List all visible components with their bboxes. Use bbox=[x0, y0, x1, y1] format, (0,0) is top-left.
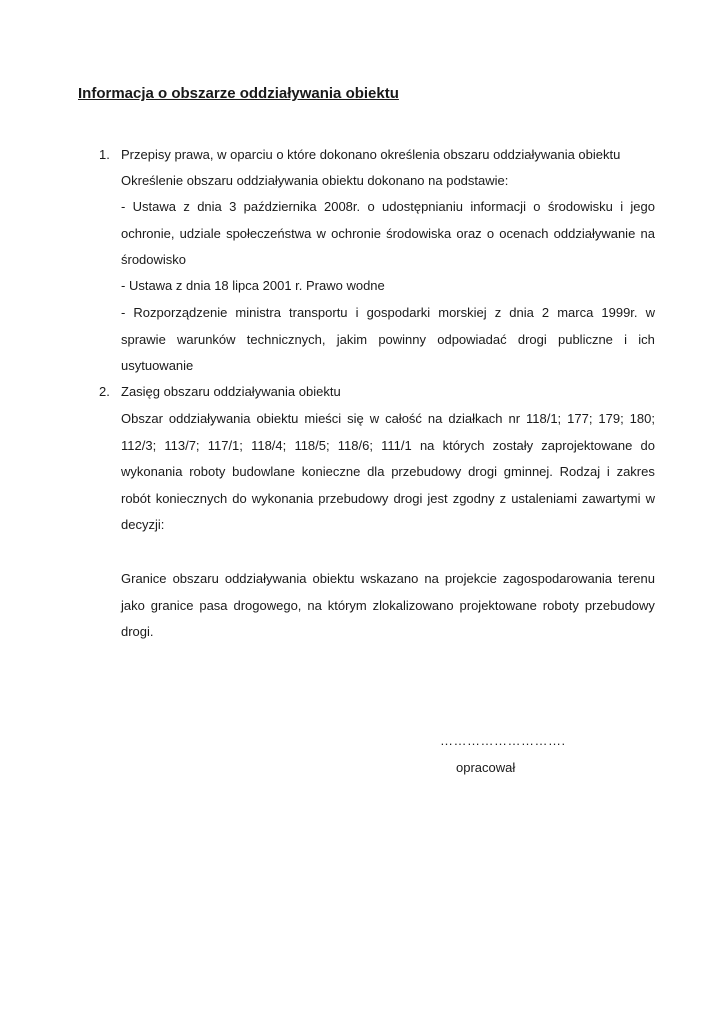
word: zakres bbox=[616, 464, 655, 479]
word: udostępnianiu bbox=[382, 199, 463, 214]
para-2-line-2-words bbox=[121, 598, 655, 614]
word: do bbox=[232, 491, 247, 506]
para-2-line-2 bbox=[121, 598, 655, 614]
para-1-line-4 bbox=[121, 491, 655, 507]
word: 118/5; bbox=[294, 438, 330, 453]
word: przebudowy bbox=[318, 491, 389, 506]
word: środowiska bbox=[386, 226, 452, 241]
word: wskazano bbox=[360, 571, 419, 586]
word: obiektu bbox=[256, 411, 299, 426]
word: przebudowy bbox=[584, 598, 655, 613]
word: 3 bbox=[229, 199, 237, 214]
word: oraz bbox=[456, 226, 482, 241]
law-3-line-2 bbox=[121, 332, 655, 348]
para-1-line-3-words bbox=[121, 464, 655, 480]
section-1-number: 1. bbox=[99, 147, 110, 162]
para-1-line-2 bbox=[121, 438, 655, 454]
word: środowisku bbox=[547, 199, 613, 214]
para-1-line-4-words bbox=[121, 491, 655, 507]
law-3-line-1-words bbox=[121, 305, 655, 321]
law-2: - Ustawa z dnia 18 lipca 2001 r. Prawo wodne bbox=[121, 278, 385, 293]
word: społeczeństwa bbox=[226, 226, 312, 241]
word: technicznych, bbox=[246, 332, 326, 347]
word: 180; bbox=[629, 411, 655, 426]
document-title: Informacja o obszarze oddziaływania obiektu bbox=[78, 85, 399, 102]
word: z bbox=[494, 305, 502, 320]
para-2-line-1-words bbox=[121, 571, 655, 587]
word: przebudowy bbox=[391, 464, 462, 479]
word: 118/4; bbox=[251, 438, 287, 453]
word: Granice bbox=[121, 571, 167, 586]
section-1-heading: Przepisy prawa, w oparciu o które dokonano określenia obszaru oddziaływania obiektu bbox=[121, 147, 621, 162]
word: 112/3; bbox=[121, 438, 157, 453]
law-1-line-1-text bbox=[121, 199, 655, 215]
word: powinny bbox=[378, 332, 427, 347]
word: do bbox=[640, 438, 655, 453]
para-1-line-1-words bbox=[121, 411, 655, 427]
word: zlokalizowano bbox=[372, 598, 454, 613]
word: całość bbox=[385, 411, 422, 426]
word: wykonania bbox=[251, 491, 314, 506]
word: ich bbox=[638, 332, 655, 347]
word: granice bbox=[150, 598, 194, 613]
word: transportu bbox=[289, 305, 348, 320]
word: na bbox=[427, 411, 443, 426]
word: odpowiadać bbox=[437, 332, 507, 347]
word: 1999r. bbox=[601, 305, 638, 320]
law-3-line-2-text bbox=[121, 332, 655, 348]
word: października bbox=[243, 199, 317, 214]
word: dnia bbox=[197, 199, 222, 214]
word: 177; bbox=[567, 411, 593, 426]
word: i bbox=[620, 199, 624, 214]
para-2-line-1 bbox=[121, 571, 655, 587]
word: 2 bbox=[541, 305, 550, 320]
word: robót bbox=[121, 491, 151, 506]
word: 118/1; bbox=[525, 411, 562, 426]
word: się bbox=[347, 411, 364, 426]
word: zawartymi bbox=[582, 491, 641, 506]
word: terenu bbox=[618, 571, 655, 586]
law-3-line-3: usytuowanie bbox=[121, 358, 194, 373]
para-2-line-1-text bbox=[121, 571, 655, 587]
word: na bbox=[640, 226, 655, 241]
word: 179; bbox=[598, 411, 624, 426]
word: oddziaływanie bbox=[553, 226, 636, 241]
word: zaprojektowane bbox=[541, 438, 633, 453]
word: sprawie bbox=[121, 332, 166, 347]
word: zostały bbox=[492, 438, 534, 453]
para-1-line-1-text bbox=[121, 411, 655, 427]
para-2-line-3: drogi. bbox=[121, 624, 154, 639]
word: w bbox=[645, 305, 655, 320]
word: na bbox=[419, 438, 435, 453]
word: budowlane bbox=[232, 464, 295, 479]
word: ministra bbox=[235, 305, 281, 320]
word: na bbox=[307, 598, 322, 613]
word: pasa bbox=[199, 598, 228, 613]
word: jakim bbox=[336, 332, 368, 347]
para-1-line-3-text bbox=[121, 464, 655, 480]
para-2-line-2-text bbox=[121, 598, 655, 614]
section-2-number: 2. bbox=[99, 384, 110, 399]
word: 113/7; bbox=[164, 438, 200, 453]
law-1-line-2-words bbox=[121, 226, 655, 242]
word: - bbox=[121, 305, 126, 320]
word: na bbox=[424, 571, 439, 586]
para-1-line-2-text bbox=[121, 438, 655, 454]
word: konieczne bbox=[301, 464, 361, 479]
word: informacji bbox=[470, 199, 526, 214]
law-1-line-1-words bbox=[121, 199, 655, 215]
word: Ustawa bbox=[132, 199, 177, 214]
word: dla bbox=[367, 464, 385, 479]
word: o bbox=[486, 226, 495, 241]
word: projektowane bbox=[459, 598, 537, 613]
law-1-line-1 bbox=[121, 199, 655, 215]
word: obiektu bbox=[312, 571, 355, 586]
word: udziale bbox=[179, 226, 221, 241]
word: publiczne bbox=[557, 332, 613, 347]
word: jest bbox=[427, 491, 448, 506]
signature-label: opracował bbox=[456, 760, 516, 775]
word: oddziaływania bbox=[168, 411, 251, 426]
law-3-line-1 bbox=[121, 305, 655, 321]
law-1-line-3: środowisko bbox=[121, 252, 187, 267]
para-1-line-4-text bbox=[121, 491, 655, 507]
word: wykonania bbox=[121, 464, 183, 479]
word: i bbox=[355, 305, 359, 320]
word: ochronie, bbox=[121, 226, 175, 241]
para-1-line-2-words bbox=[121, 438, 655, 454]
word: - bbox=[121, 199, 126, 214]
word: oddziaływania bbox=[224, 571, 307, 586]
word: w bbox=[645, 491, 655, 506]
section-1-intro: Określenie obszaru oddziaływania obiektu dokonano na podstawie: bbox=[121, 173, 509, 188]
law-1-line-2-text bbox=[121, 226, 655, 242]
word: Rozporządzenie bbox=[133, 305, 228, 320]
word: jego bbox=[630, 199, 655, 214]
word: o bbox=[533, 199, 541, 214]
word: warunków bbox=[177, 332, 236, 347]
word: i bbox=[624, 332, 628, 347]
word: 2008r. bbox=[323, 199, 361, 214]
word: w bbox=[316, 226, 326, 241]
word: roboty bbox=[189, 464, 226, 479]
word: marca bbox=[557, 305, 594, 320]
word: drogi bbox=[468, 464, 497, 479]
word: mieści bbox=[304, 411, 342, 426]
law-1-line-2 bbox=[121, 226, 655, 242]
word: zgodny bbox=[452, 491, 495, 506]
signature-line: ………………………. bbox=[440, 733, 566, 748]
word: nr bbox=[508, 411, 521, 426]
word: 111/1 bbox=[381, 438, 412, 453]
word: ustaleniami bbox=[511, 491, 577, 506]
law-3-line-2-words bbox=[121, 332, 655, 348]
word: drogowego, bbox=[233, 598, 302, 613]
word: jako bbox=[121, 598, 145, 613]
law-3-line-1-text bbox=[121, 305, 655, 321]
word: z bbox=[183, 199, 190, 214]
word: działkach bbox=[448, 411, 503, 426]
word: obszaru bbox=[172, 571, 219, 586]
word: morskiej bbox=[438, 305, 487, 320]
section-2-heading: Zasięg obszaru oddziaływania obiektu bbox=[121, 384, 341, 399]
word: Rodzaj bbox=[559, 464, 601, 479]
word: ocenach bbox=[499, 226, 549, 241]
word: koniecznych bbox=[155, 491, 228, 506]
word: z bbox=[499, 491, 507, 506]
word: którym bbox=[327, 598, 367, 613]
word: 118/6; bbox=[337, 438, 373, 453]
word: drogi bbox=[517, 332, 547, 347]
word: których bbox=[442, 438, 485, 453]
word: drogi bbox=[393, 491, 423, 506]
word: w bbox=[369, 411, 380, 426]
word: zagospodarowania bbox=[502, 571, 613, 586]
para-1-line-5: decyzji: bbox=[121, 517, 165, 532]
word: projekcie bbox=[444, 571, 497, 586]
para-1-line-3 bbox=[121, 464, 655, 480]
word: Obszar bbox=[121, 411, 163, 426]
word: i bbox=[606, 464, 610, 479]
word: 117/1; bbox=[207, 438, 243, 453]
para-1-line-1 bbox=[121, 411, 655, 427]
word: dnia bbox=[509, 305, 534, 320]
word: roboty bbox=[542, 598, 579, 613]
word: gospodarki bbox=[366, 305, 431, 320]
word: ochronie bbox=[331, 226, 381, 241]
word: o bbox=[367, 199, 375, 214]
word: gminnej. bbox=[503, 464, 553, 479]
